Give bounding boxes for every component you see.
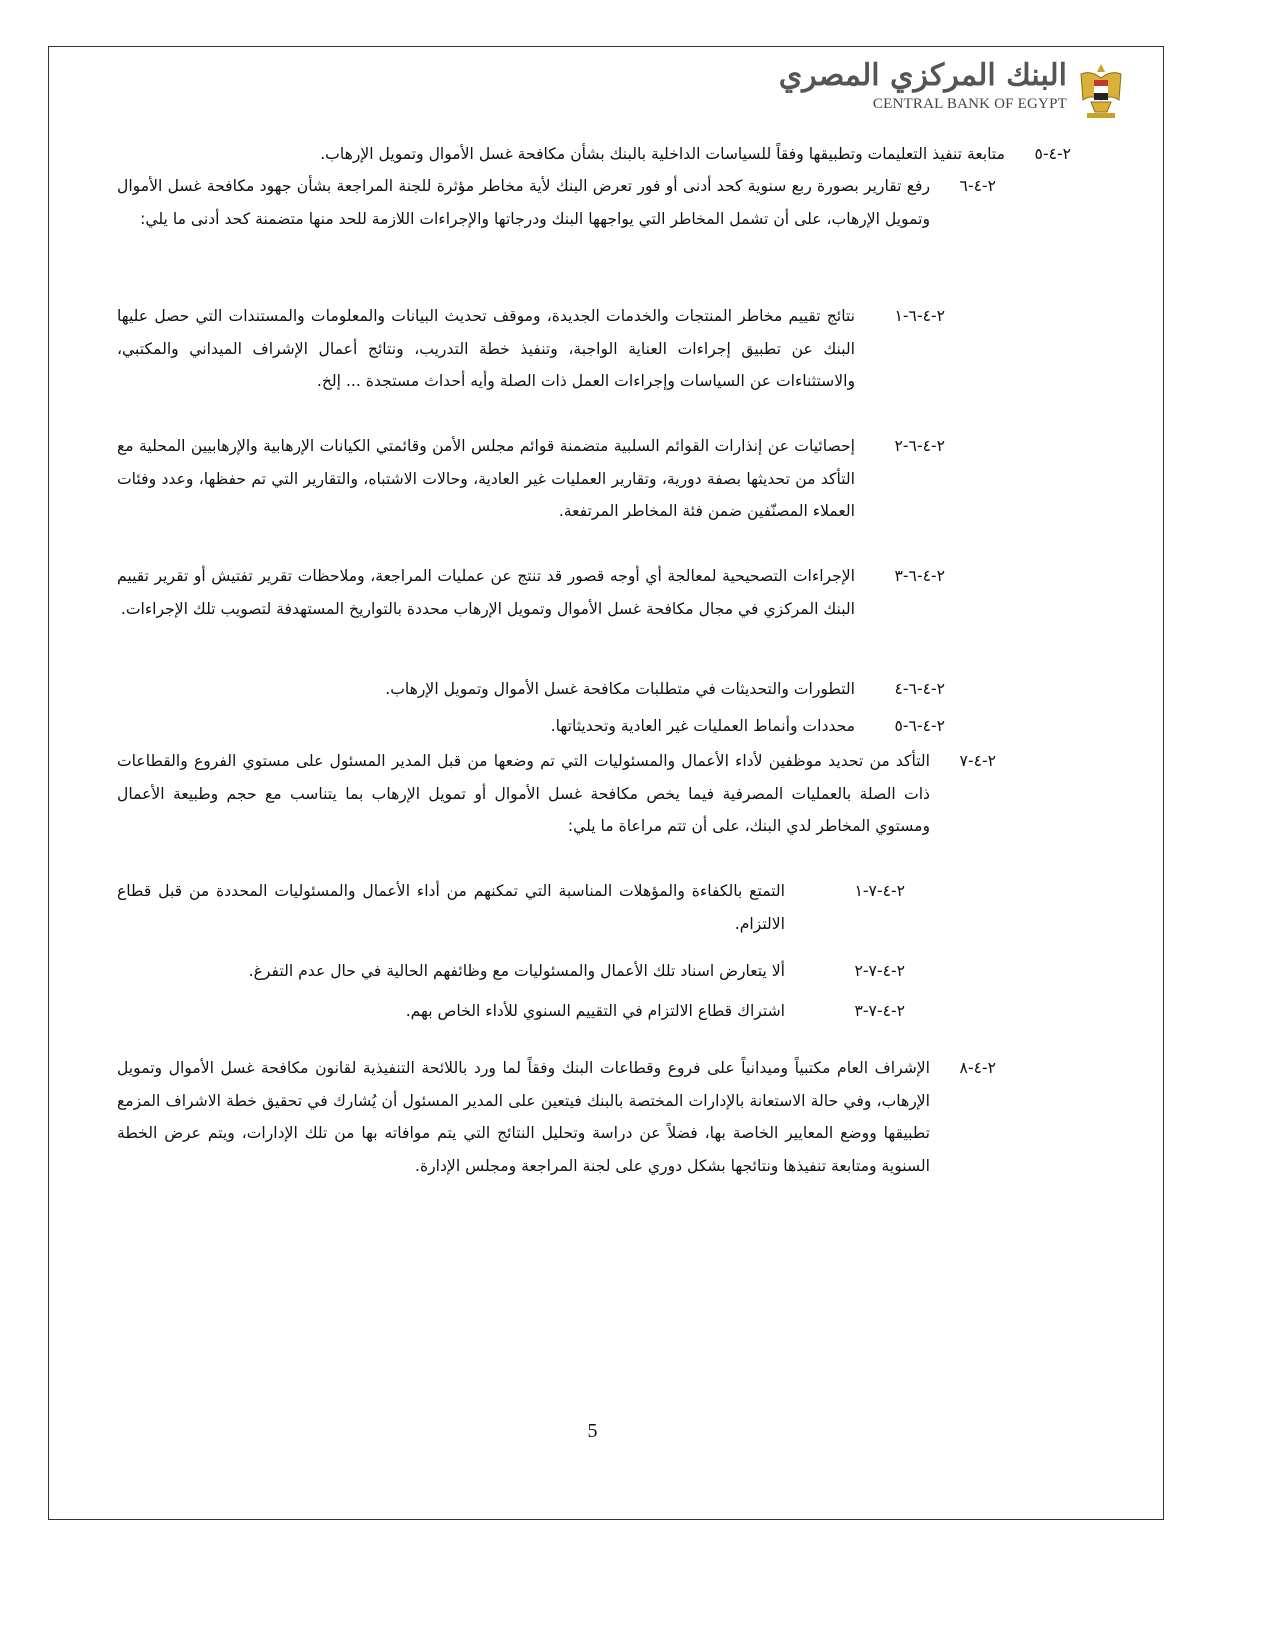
item-text: التأكد من تحديد موظفين لأداء الأعمال والمسئوليات التي تم وضعها من قبل المدير المسئول على مستوي الفروع والقطاعات ذات الصلة بالعمليات المصرفية فيما يخص مكافحة غسل الأموال أو تمويل الإرهاب بما يتناسب مع حجم وطبيعة الأعمال ومستوي المخاطر لدي البنك، على أن تتم مراعاة ما يلي: — [117, 752, 930, 835]
item-text: متابعة تنفيذ التعليمات وتطبيقها وفقاً للسياسات الداخلية بالبنك بشأن مكافحة غسل الأموال وتمويل الإرهاب. — [320, 145, 1005, 163]
list-item — [117, 430, 945, 528]
list-item — [117, 1052, 996, 1182]
logo-english-text: CENTRAL BANK OF EGYPT — [872, 96, 1067, 112]
item-number: ٢-٤-٨ — [959, 1059, 996, 1077]
item-text: رفع تقارير بصورة ربع سنوية كحد أدنى أو فور تعرض البنك لأية مخاطر مؤثرة للجنة المراجعة بشأن جهود مكافحة غسل الأموال وتمويل الإرهاب، على أن تشمل المخاطر التي يواجهها البنك ودرجاتها والإجراءات اللازمة للحد منها متضمنة كحد أدنى ما يلي: — [117, 177, 930, 228]
item-number: ٢-٤-٧-١ — [854, 882, 905, 900]
item-number: ٢-٤-٧-٣ — [854, 1002, 905, 1020]
item-text: محددات وأنماط العمليات غير العادية وتحديثاتها. — [550, 717, 855, 735]
item-text: نتائج تقييم مخاطر المنتجات والخدمات الجديدة، وموقف تحديث البيانات والمعلومات والمستندات التي حصل عليها البنك عن تطبيق إجراءات العناية الواجبة، وتنفيذ خطة التدريب، ونتائج أعمال الإشراف الميداني والمكتبي، والاستثناءات عن السياسات وإجراءات العمل ذات الصلة وأيه أحداث مستجدة ... إلخ. — [117, 307, 855, 390]
item-number: ٢-٤-٦-٤ — [894, 680, 945, 698]
list-item — [117, 560, 945, 625]
list-item — [117, 710, 945, 743]
item-number: ٢-٤-٧-٢ — [854, 962, 905, 980]
eagle-emblem-icon — [1077, 60, 1125, 122]
item-text: اشتراك قطاع الالتزام في التقييم السنوي للأداء الخاص بهم. — [405, 1002, 785, 1020]
item-text: التطورات والتحديثات في متطلبات مكافحة غسل الأموال وتمويل الإرهاب. — [385, 680, 855, 698]
logo-arabic-text: البنك المركزي المصري — [778, 58, 1067, 93]
list-item — [117, 300, 945, 398]
list-item — [117, 745, 996, 843]
item-number: ٢-٤-٥ — [1034, 145, 1071, 163]
item-number: ٢-٤-٦ — [959, 177, 996, 195]
central-bank-logo — [778, 58, 1125, 124]
item-text: الإشراف العام مكتبياً وميدانياً على فروع وقطاعات البنك وفقاً لما ورد باللائحة التنفيذية لقانون مكافحة غسل الأموال وتمويل الإرهاب، وفي حالة الاستعانة بالإدارات المختصة بالبنك فيتعين على المدير المسئول أن يُشارك في تحقيق خطة الاشراف المزمع تطبيقها ووضع المعايير الخاصة بها، فضلاً عن دراسة وتحليل النتائج التي يتم موافاته بها من تلك الإدارات، ويتم عرض الخطة السنوية ومتابعة تنفيذها ونتائجها بشكل دوري على لجنة المراجعة ومجلس الإدارة. — [117, 1059, 930, 1175]
item-number: ٢-٤-٦-٥ — [894, 717, 945, 735]
item-text: إحصائيات عن إنذارات القوائم السلبية متضمنة قوائم مجلس الأمن وقائمتي الكيانات الإرهابية والإرهابيين المحلية مع التأكد من تحديثها بصفة دورية، وتقارير العمليات غير العادية، وحالات الاشتباه، والتقارير التي تم حفظها، وعدد وفئات العملاء المصنّفين ضمن فئة المخاطر المرتفعة. — [117, 437, 855, 520]
list-item — [117, 673, 945, 706]
list-item — [117, 170, 996, 235]
list-item — [117, 875, 905, 940]
item-number: ٢-٤-٦-٣ — [894, 567, 945, 585]
item-text: الإجراءات التصحيحية لمعالجة أي أوجه قصور قد تنتج عن عمليات المراجعة، وملاحظات تقرير تفتيش أو تقرير تقييم البنك المركزي في مجال مكافحة غسل الأموال وتمويل الإرهاب محددة بالتواريخ المستهدفة لتصويب تلك الإجراءات. — [117, 567, 855, 618]
item-number: ٢-٤-٧ — [959, 752, 996, 770]
page-number: 5 — [587, 1420, 598, 1442]
item-number: ٢-٤-٦-١ — [894, 307, 945, 325]
item-number: ٢-٤-٦-٢ — [894, 437, 945, 455]
item-text: ألا يتعارض اسناد تلك الأعمال والمسئوليات مع وظائفهم الحالية في حال عدم التفرغ. — [248, 962, 785, 980]
list-item — [117, 955, 905, 988]
item-text: التمتع بالكفاءة والمؤهلات المناسبة التي تمكنهم من أداء الأعمال والمسئوليات المحددة من قبل قطاع الالتزام. — [117, 882, 785, 933]
list-item — [145, 138, 1071, 171]
list-item — [117, 995, 905, 1028]
